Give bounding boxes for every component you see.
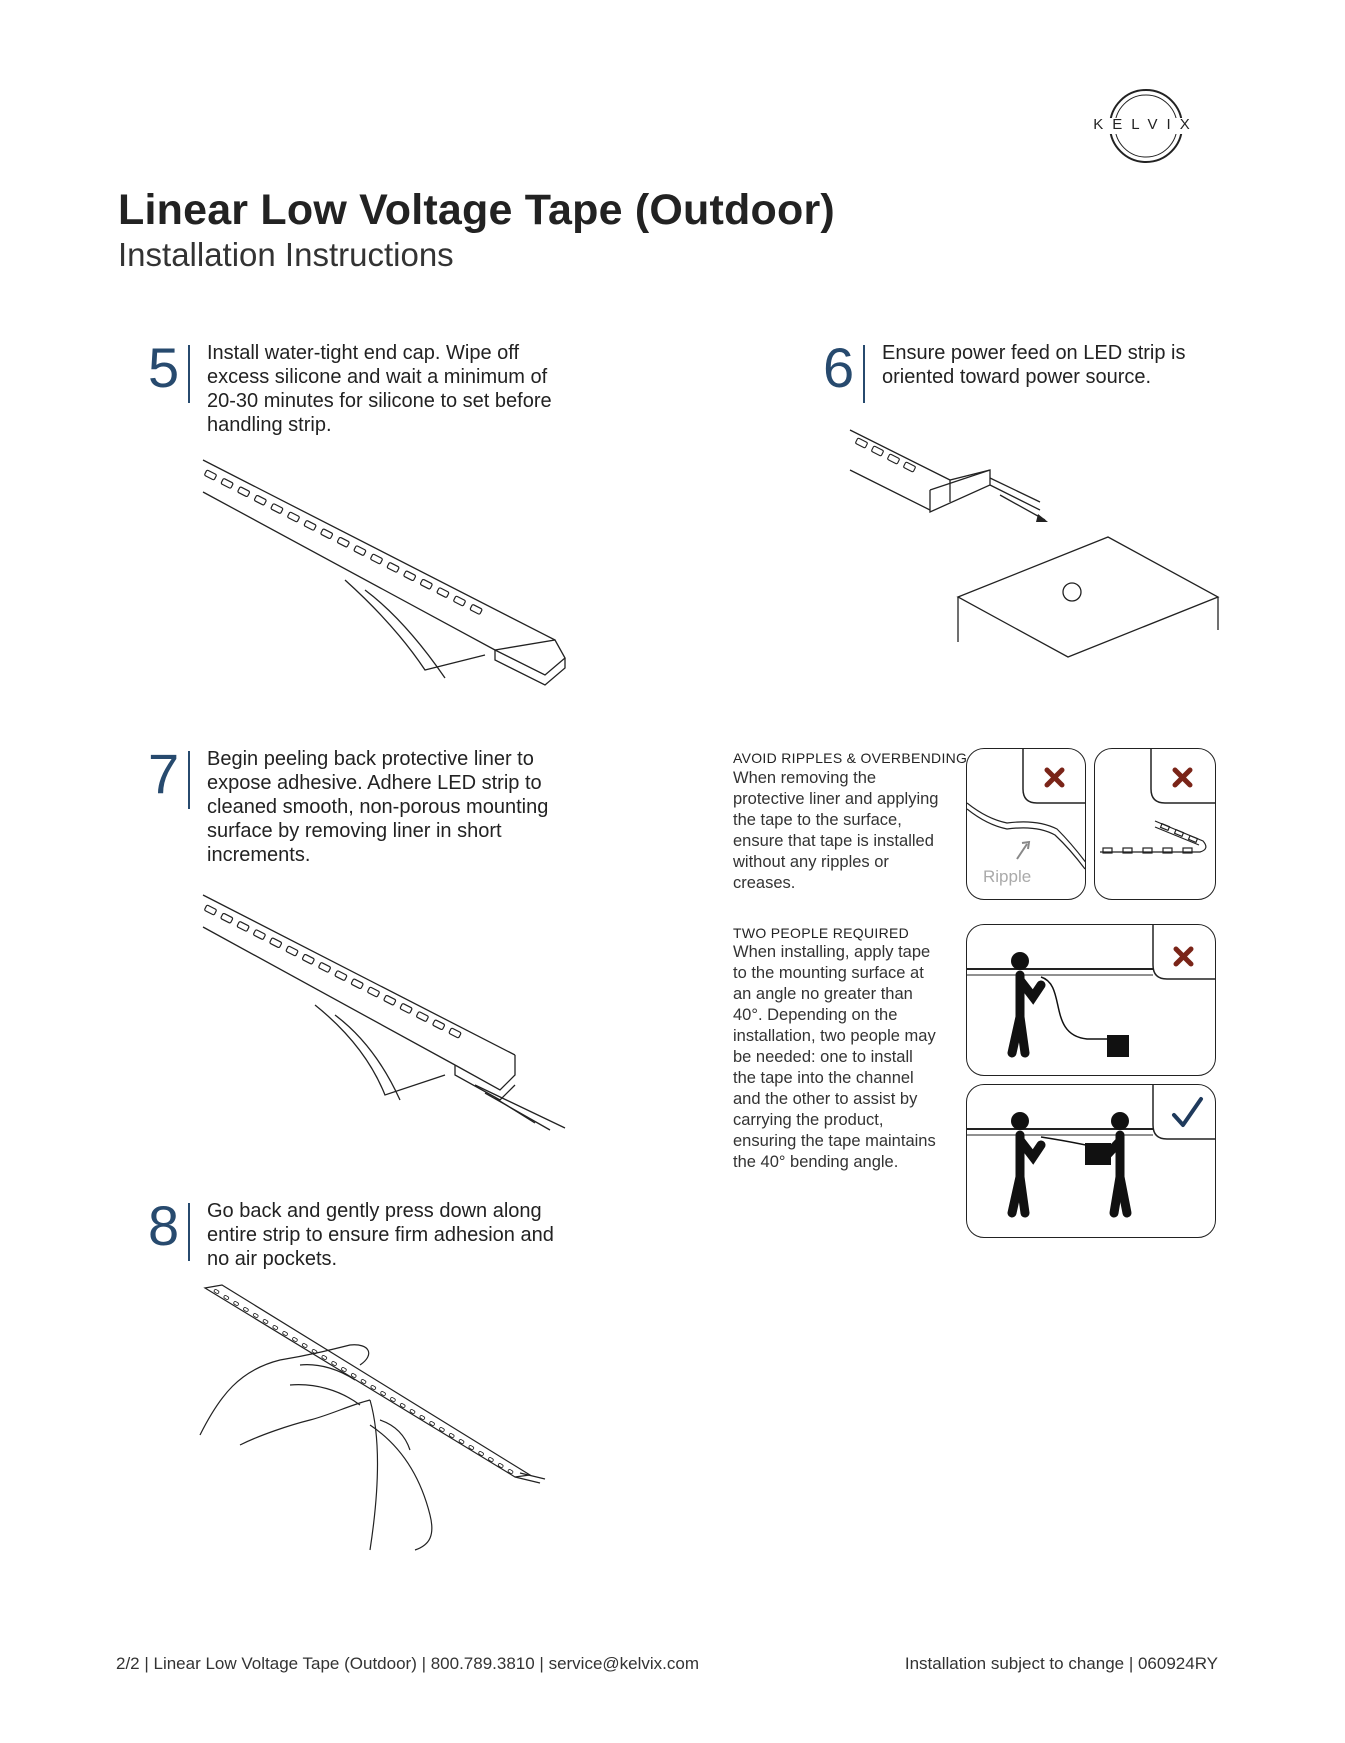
led-chip xyxy=(253,929,266,939)
led-chip xyxy=(400,1003,413,1013)
step-5-divider xyxy=(188,345,190,403)
footer-right: Installation subject to change | 060924RY xyxy=(904,1654,1218,1673)
led-chip xyxy=(420,579,433,589)
led-chip xyxy=(370,554,383,564)
two-people-heading: TWO PEOPLE REQUIRED xyxy=(733,925,910,941)
step-7-illustration xyxy=(195,885,575,1145)
two-people-right-panel xyxy=(966,1084,1216,1238)
step-5-number: 5 xyxy=(148,336,180,399)
led-chip xyxy=(204,905,217,915)
step-8-illustration xyxy=(200,1285,560,1555)
step-8-text: Go back and gently press down along entire strip to ensure firm adhesion and no air pockets. xyxy=(207,1200,554,1270)
led-chip xyxy=(269,938,282,948)
step-6-divider xyxy=(863,345,865,403)
step-5-text: Install water-tight end cap. Wipe off excess silicone and wait a minimum of 20-30 minutes for silicone to set before handling strip. xyxy=(207,342,552,436)
led-chip xyxy=(416,1011,429,1021)
led-chip xyxy=(204,470,217,480)
led-chip xyxy=(449,1028,462,1038)
led-chip xyxy=(351,979,364,989)
footer-left: 2/2 | Linear Low Voltage Tape (Outdoor) | 800.789.3810 | service@kelvix.com xyxy=(116,1654,700,1673)
ripples-heading: AVOID RIPPLES & OVERBENDING xyxy=(733,750,968,766)
step-6-number: 6 xyxy=(823,336,855,399)
led-chip xyxy=(432,1020,445,1030)
led-chip xyxy=(403,571,416,581)
overbend-wrong-panel xyxy=(1094,748,1216,900)
step-5-illustration xyxy=(195,450,575,690)
led-chip xyxy=(470,604,483,614)
one-person-wrong-panel xyxy=(966,924,1216,1076)
led-chip xyxy=(384,995,397,1005)
led-chip xyxy=(367,987,380,997)
step-7-number: 7 xyxy=(148,742,180,805)
kelvix-logo xyxy=(1082,88,1210,168)
ripples-body: When removing the protective liner and applying the tape to the surface, ensure that tape is installed without any ripples or creases. xyxy=(733,769,939,892)
led-chip xyxy=(337,537,350,547)
led-chip xyxy=(335,970,348,980)
led-chip xyxy=(286,946,299,956)
led-chip xyxy=(871,446,884,456)
led-chip xyxy=(254,495,267,505)
led-chip xyxy=(287,512,300,522)
step-7-text: Begin peeling back protective liner to expose adhesive. Adhere LED strip to cleaned smooth, non-porous mounting surface by removing liner in short increments. xyxy=(207,748,549,866)
two-people-body: When installing, apply tape to the mounting surface at an angle no greater than 40°. Depending on the installation, two people may be needed: one to install the tape into the channel and the other to assist by carrying the product, ensuring the tape maintains the 40° bending angle. xyxy=(733,943,936,1171)
led-chip xyxy=(903,462,916,472)
led-chip xyxy=(302,954,315,964)
led-chip xyxy=(271,503,284,513)
ripple-label: Ripple xyxy=(983,867,1032,886)
led-chip xyxy=(387,562,400,572)
page-title: Linear Low Voltage Tape (Outdoor) xyxy=(118,186,835,234)
page-subtitle: Installation Instructions xyxy=(118,236,454,273)
led-chip xyxy=(887,454,900,464)
led-chip xyxy=(320,529,333,539)
led-chip xyxy=(354,545,367,555)
led-chip xyxy=(221,478,234,488)
led-chip xyxy=(304,520,317,530)
step-6-text: Ensure power feed on LED strip is oriented toward power source. xyxy=(882,342,1186,388)
step-8-number: 8 xyxy=(148,1194,180,1257)
led-chip xyxy=(437,587,450,597)
led-chip xyxy=(237,487,250,497)
led-chip xyxy=(237,921,250,931)
step-6-illustration xyxy=(850,430,1220,690)
led-chip xyxy=(318,962,331,972)
step-8-divider xyxy=(188,1203,190,1261)
led-chip xyxy=(855,438,868,448)
led-chip xyxy=(221,913,234,923)
ripple-wrong-panel xyxy=(966,748,1086,900)
logo-text: KELVIX xyxy=(1093,116,1199,133)
led-chip xyxy=(453,596,466,606)
step-7-divider xyxy=(188,751,190,809)
